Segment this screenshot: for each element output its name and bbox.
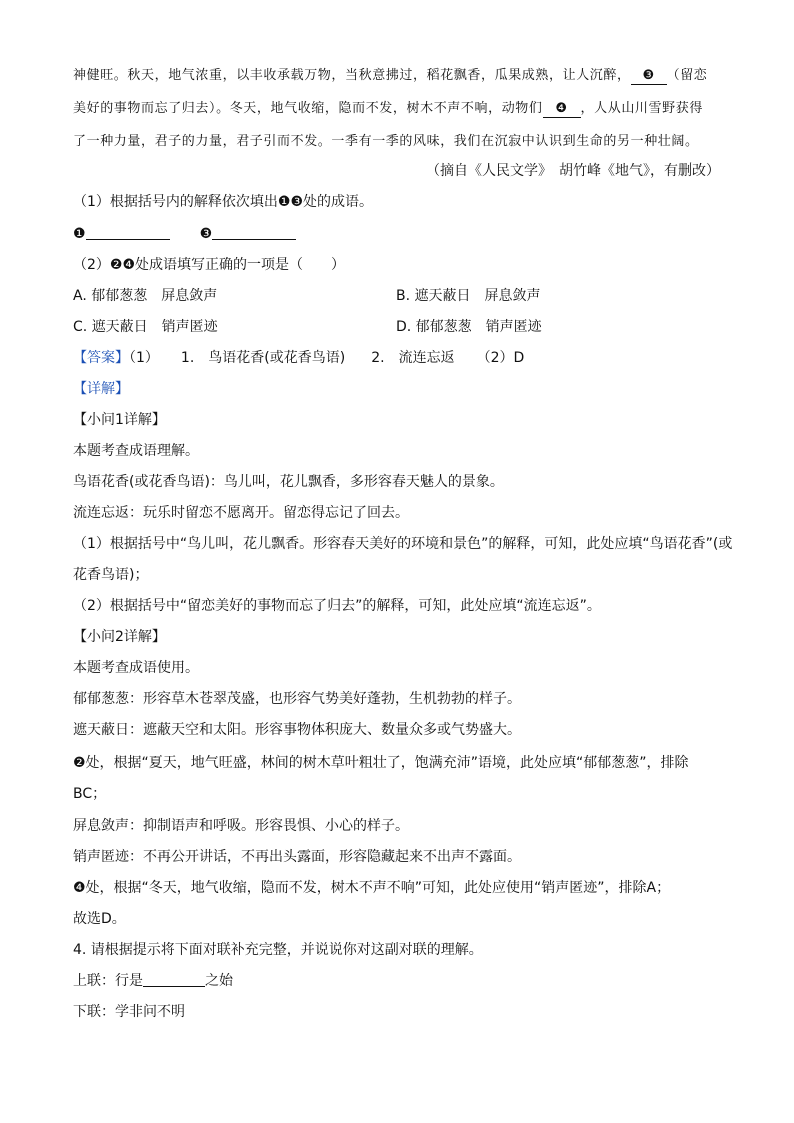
detail-label: 【详解】 (73, 381, 129, 397)
answer-blank-3 (212, 225, 296, 240)
passage-source: （摘自《人民文学》 胡竹峰《地气》，有删改） (426, 163, 720, 179)
detail-text: BC； (73, 786, 107, 802)
answer-2: 流连忘返 (398, 350, 455, 366)
question-2-prompt: （2）❷❹处成语填写正确的一项是（ ） (73, 257, 346, 273)
label-3: ❸ (199, 226, 213, 242)
answer-num-1: 1. (180, 350, 195, 366)
couplet-upper-text: 上联：行是 (73, 973, 143, 989)
blank-marker-4: ❹ (555, 101, 568, 116)
detail-text: 遮天蔽日：遮蔽天空和太阳。形容事物体积庞大、数量众多或气势盛大。 (73, 722, 521, 738)
passage-text: （留恋 (666, 68, 708, 83)
passage-text: ，人从山川雪野获得 (580, 101, 703, 116)
couplet-lower: 下联：学非问不明 (73, 1004, 185, 1020)
answer-blank-1 (86, 225, 170, 240)
detail-text: （2）根据括号中“留恋美好的事物而忘了归去”的解释，可知，此处应填“流连忘返”。 (73, 598, 601, 614)
answer-label: 【答案】 (73, 350, 129, 366)
couplet-blank (143, 972, 205, 987)
passage-line-1 (73, 66, 707, 86)
option-c: C. 遮天蔽日 销声匿迹 (73, 319, 218, 335)
sub-question-1-title: 【小问1详解】 (73, 412, 166, 428)
question-4-prompt: 4. 请根据提示将下面对联补充完整，并说说你对这副对联的理解。 (73, 942, 483, 958)
detail-text: ❷处，根据“夏天，地气旺盛，林间的树木草叶粗壮了，饱满充沛”语境，此处应填“郁郁葱葱”，排除 (73, 755, 689, 771)
detail-text: 销声匿迹：不再公开讲话，不再出头露面，形容隐藏起来不出声不露面。 (73, 849, 521, 865)
detail-text: 鸟语花香(或花香鸟语)：鸟儿叫，花儿飘香，多形容春天魅人的景象。 (73, 474, 504, 490)
detail-text: 郁郁葱葱：形容草木苍翠茂盛，也形容气势美好蓬勃，生机勃勃的样子。 (73, 691, 521, 707)
passage-line-3: 了一种力量，君子的力量，君子引而不发。一季有一季的风味，我们在沉寂中认识到生命的另一种壮阔。 (73, 134, 699, 149)
detail-text: ❹处，根据“冬天，地气收缩，隐而不发，树木不声不响”可知，此处应使用“销声匿迹”，排除A； (73, 880, 671, 896)
blank-3 (631, 68, 667, 85)
couplet-upper-text: 之始 (205, 973, 233, 989)
passage-text: 神健旺。秋天，地气浓重，以丰收承载万物，当秋意拂过，稻花飘香，瓜果成熟，让人沉醉， (73, 68, 631, 83)
detail-text: 本题考查成语理解。 (73, 443, 199, 459)
label-1: ❶ (73, 226, 86, 242)
passage-text: 美好的事物而忘了归去）。冬天，地气收缩，隐而不发，树木不声不响，动物们 (73, 101, 543, 116)
answer-part-1: （1） (129, 350, 159, 366)
answer-part-2: （2）D (476, 350, 525, 366)
option-b: B. 遮天蔽日 屏息敛声 (396, 288, 541, 304)
passage-line-2 (73, 99, 703, 119)
option-d: D. 郁郁葱葱 销声匿迹 (396, 319, 542, 335)
question-1-answer-lines (73, 224, 296, 244)
detail-text: 本题考查成语使用。 (73, 660, 199, 676)
detail-text: 流连忘返：玩乐时留恋不愿离开。留恋得忘记了回去。 (73, 505, 409, 521)
detail-text: 花香鸟语)； (73, 567, 149, 583)
answer-line (73, 348, 524, 368)
option-a: A. 郁郁葱葱 屏息敛声 (73, 288, 218, 304)
sub-question-2-title: 【小问2详解】 (73, 629, 166, 645)
couplet-upper (73, 971, 233, 991)
blank-marker-3: ❸ (642, 68, 655, 83)
answer-num-2: 2. (371, 350, 385, 366)
detail-text: 故选D。 (73, 911, 126, 927)
detail-text: 屏息敛声：抑制语声和呼吸。形容畏惧、小心的样子。 (73, 818, 409, 834)
detail-text: （1）根据括号中“鸟儿叫，花儿飘香。形容春天美好的环境和景色”的解释，可知，此处应填“鸟语花香”(或 (73, 536, 733, 552)
blank-4 (543, 101, 581, 118)
question-1-prompt: （1）根据括号内的解释依次填出❶❸处的成语。 (73, 194, 374, 210)
answer-1: 鸟语花香(或花香鸟语) (208, 350, 346, 366)
